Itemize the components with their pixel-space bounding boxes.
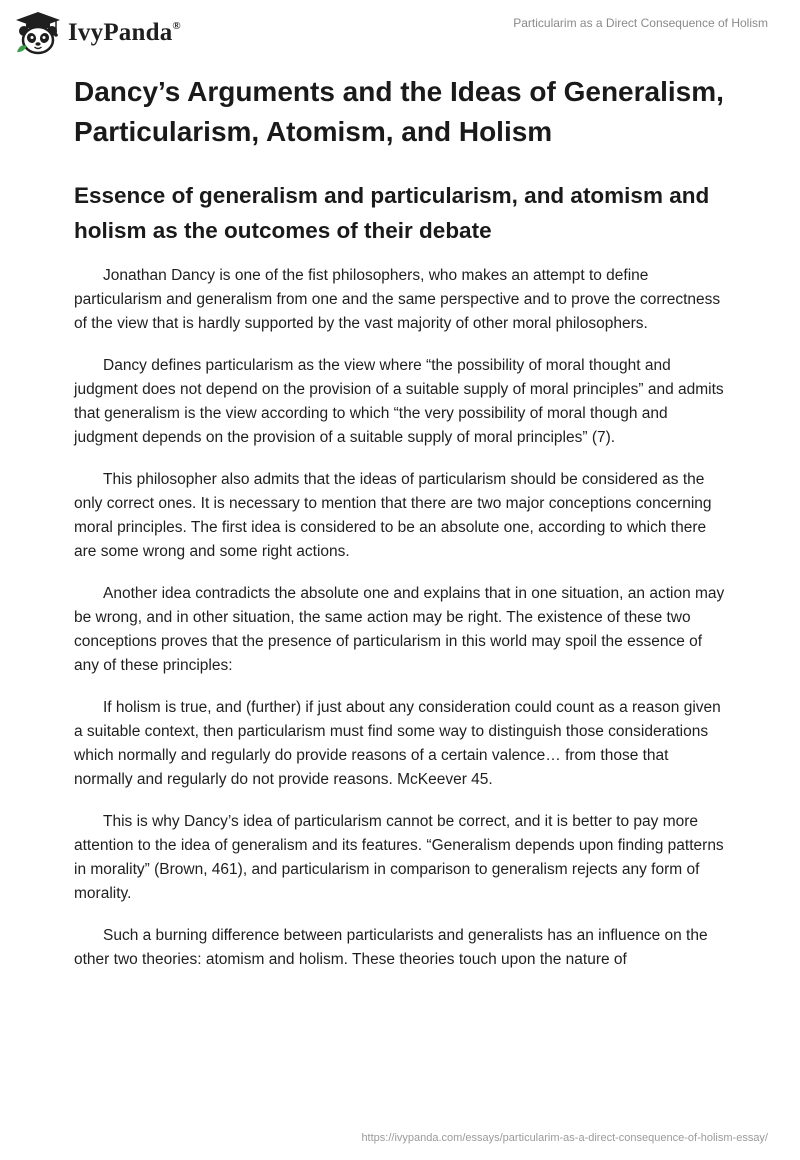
paragraph: Dancy defines particularism as the view where “the possibility of moral thought and judgment does not depend on the provision of a suitable supply of moral principles” and admits that generalism is the view according to which “the very possibility of moral though and judgment depends on the provision of a suitable supply of moral principles” (7). bbox=[74, 357, 724, 446]
paragraph: Another idea contradicts the absolute one and explains that in one situation, an action may be wrong, and in other situation, the same action may be right. The existence of these two conceptions proves that the presence of particularism in this world may spoil the essence of any of these principles: bbox=[74, 585, 725, 674]
panda-graduate-icon bbox=[14, 10, 62, 56]
page-header bbox=[0, 0, 800, 64]
paragraph: Such a burning difference between particularists and generalists has an influence on the other two theories: atomism and holism. These theories touch upon the nature of bbox=[74, 927, 708, 968]
logo-wordmark bbox=[68, 19, 181, 47]
source-url[interactable]: https://ivypanda.com/essays/particularim-as-a-direct-consequence-of-holism-essay/ bbox=[361, 1132, 768, 1144]
section-heading: Essence of generalism and particularism, and atomism and holism as the outcomes of their debate bbox=[74, 183, 710, 243]
article-body bbox=[74, 72, 726, 972]
running-title: Particularim as a Direct Consequence of Holism bbox=[513, 16, 768, 30]
logo-name: IvyPanda bbox=[68, 19, 173, 46]
ivypanda-logo[interactable] bbox=[14, 10, 181, 56]
paragraph: This philosopher also admits that the ideas of particularism should be considered as the only correct ones. It is necessary to mention that there are two major conceptions concerning moral principles. The first idea is considered to be an absolute one, according to which there are some wrong and some right actions. bbox=[74, 471, 712, 560]
registered-mark: ® bbox=[172, 20, 181, 32]
block-quote: If holism is true, and (further) if just about any consideration could count as a reason given a suitable context, then particularism must find some way to distinguish those considerations which normally and regularly do provide reasons of a certain valence… from those that normally and regularly do not provide reasons. McKeever 45. bbox=[74, 699, 721, 788]
paragraph: This is why Dancy’s idea of particularism cannot be correct, and it is better to pay more attention to the idea of generalism and its features. “Generalism depends upon finding patterns in morality” (Brown, 461), and particularism in comparison to generalism rejects any form of morality. bbox=[74, 813, 724, 902]
paragraph: Jonathan Dancy is one of the fist philosophers, who makes an attempt to define particularism and generalism from one and the same perspective and to prove the correctness of the view that is hardly supported by the vast majority of other moral philosophers. bbox=[74, 267, 721, 332]
article-title: Dancy’s Arguments and the Ideas of Generalism, Particularism, Atomism, and Holism bbox=[74, 76, 724, 147]
